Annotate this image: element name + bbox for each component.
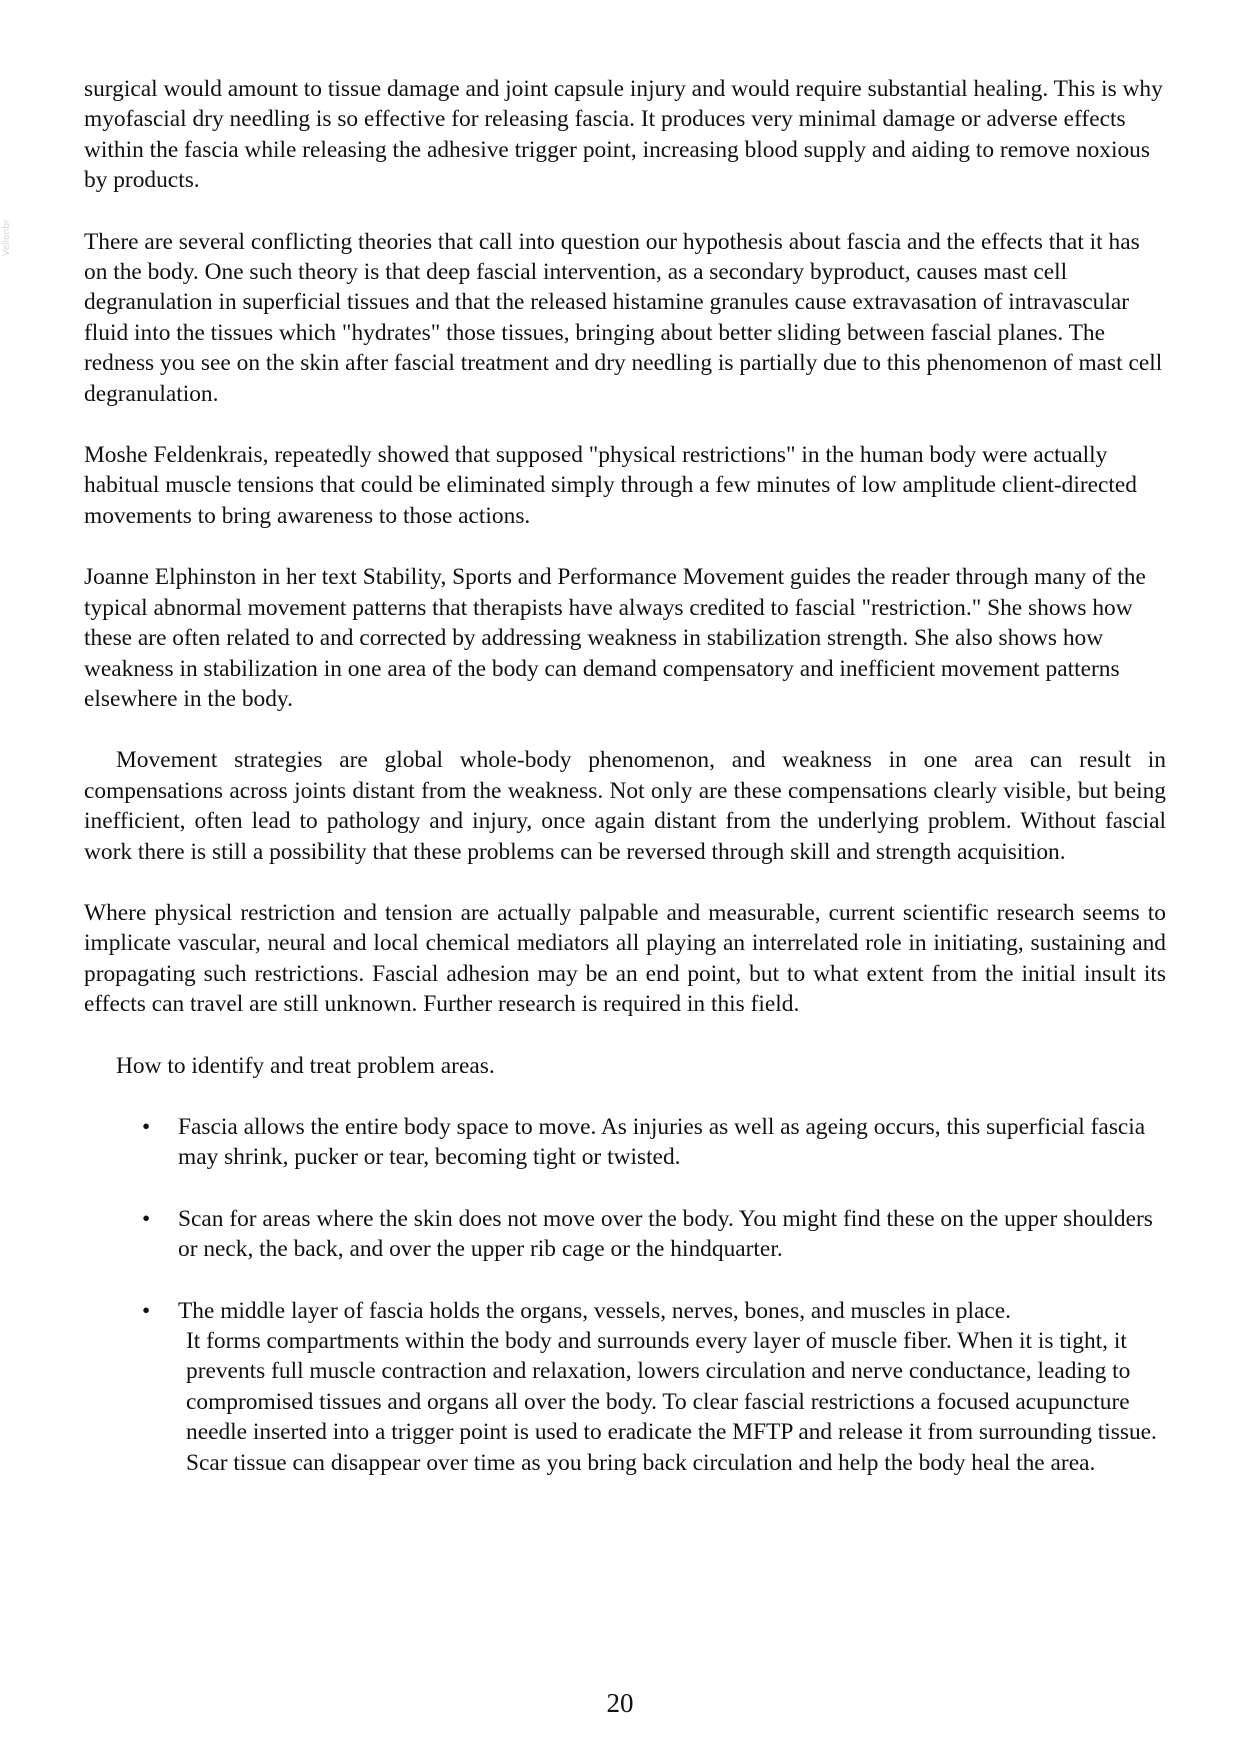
paragraph-conflicting-theories: There are several conflicting theories that call into question our hypothesis about fascia and the effects that it has on the body. One such theory is that deep fascial intervention, as a secondary byproduct, causes mast cell degranulation in superficial tissues and that the released histamine granules cause extravasation of intravascular fluid into the tissues which "hydrates" those tissues, bringing about better sliding between fascial planes. The redness you see on the skin after fascial treatment and dry needling is partially due to this phenomenon of mast cell degranulation. [84, 228, 1163, 407]
document-page [84, 74, 1166, 1509]
list-item-text-first-line: The middle layer of fascia holds the organs, vessels, nerves, bones, and muscles in place. [178, 1297, 1011, 1324]
list-item-text: Fascia allows the entire body space to move. As injuries as well as ageing occurs, this superficial fascia may shrink, pucker or tear, becoming tight or twisted. [178, 1113, 1146, 1171]
bullet-list [84, 1112, 1166, 1478]
paragraph-movement-strategies: Movement strategies are global whole-body phenomenon, and weakness in one area can result in compensations across joints distant from the weakness. Not only are these compensations clearly visible, but being inefficient, often lead to pathology and injury, once again distant from the underlying problem. Without fascial work there is still a possibility that these problems can be reversed through skill and strength acquisition. [84, 747, 1166, 865]
paragraph-feldenkrais: Moshe Feldenkrais, repeatedly showed that supposed "physical restrictions" in the human body were actually habitual muscle tensions that could be eliminated simply through a few minutes of low amplitude client-directed movements to bring awareness to those actions. [84, 442, 1137, 529]
list-item [84, 1296, 1166, 1478]
paragraph-surgical-healing: surgical would amount to tissue damage and joint capsule injury and would require substantial healing. This is why myofascial dry needling is so effective for releasing fascia. It produces very minimal damage or adverse effects within the fascia while releasing the adhesive trigger point, increasing blood supply and aiding to remove noxious by products. [84, 76, 1163, 194]
paragraph-elphinston: Joanne Elphinston in her text Stability, Sports and Performance Movement guides the reader through many of the typical abnormal movement patterns that therapists have always credited to fascial "restriction." She shows how these are often related to and corrected by addressing weakness in stabilization strength. She also shows how weakness in stabilization in one area of the body can demand compensatory and inefficient movement patterns elsewhere in the body. [84, 564, 1146, 712]
bullet-icon: • [142, 1297, 151, 1324]
bullet-icon: • [142, 1113, 151, 1140]
list-item-text: Scan for areas where the skin does not move over the body. You might find these on the upper shoulders or neck, the back, and over the upper rib cage or the hindquarter. [178, 1205, 1153, 1263]
list-item [84, 1204, 1166, 1265]
section-heading: How to identify and treat problem areas. [116, 1052, 495, 1079]
list-item [84, 1112, 1166, 1173]
page-number: 20 [606, 1688, 634, 1718]
list-item-text-continuation: It forms compartments within the body and surrounds every layer of muscle fiber. When it is tight, it prevents full muscle contraction and relaxation, lowers circulation and nerve conductance, leading to compromised tissues and organs all over the body. To clear fascial restrictions a focused acupuncture needle inserted into a trigger point is used to eradicate the MFTP and release it from surrounding tissue. Scar tissue can disappear over time as you bring back circulation and help the body heal the area. [186, 1328, 1157, 1476]
paragraph-physical-restriction: Where physical restriction and tension are actually palpable and measurable, current scientific research seems to implicate vascular, neural and local chemical mediators all playing an interrelated role in initiating, sustaining and propagating such restrictions. Fascial adhesion may be an end point, but to what extent from the initial insult its effects can travel are still unknown. Further research is required in this field. [84, 899, 1166, 1018]
bullet-icon: • [142, 1205, 151, 1232]
watermark: Vellonbr [2, 219, 12, 256]
